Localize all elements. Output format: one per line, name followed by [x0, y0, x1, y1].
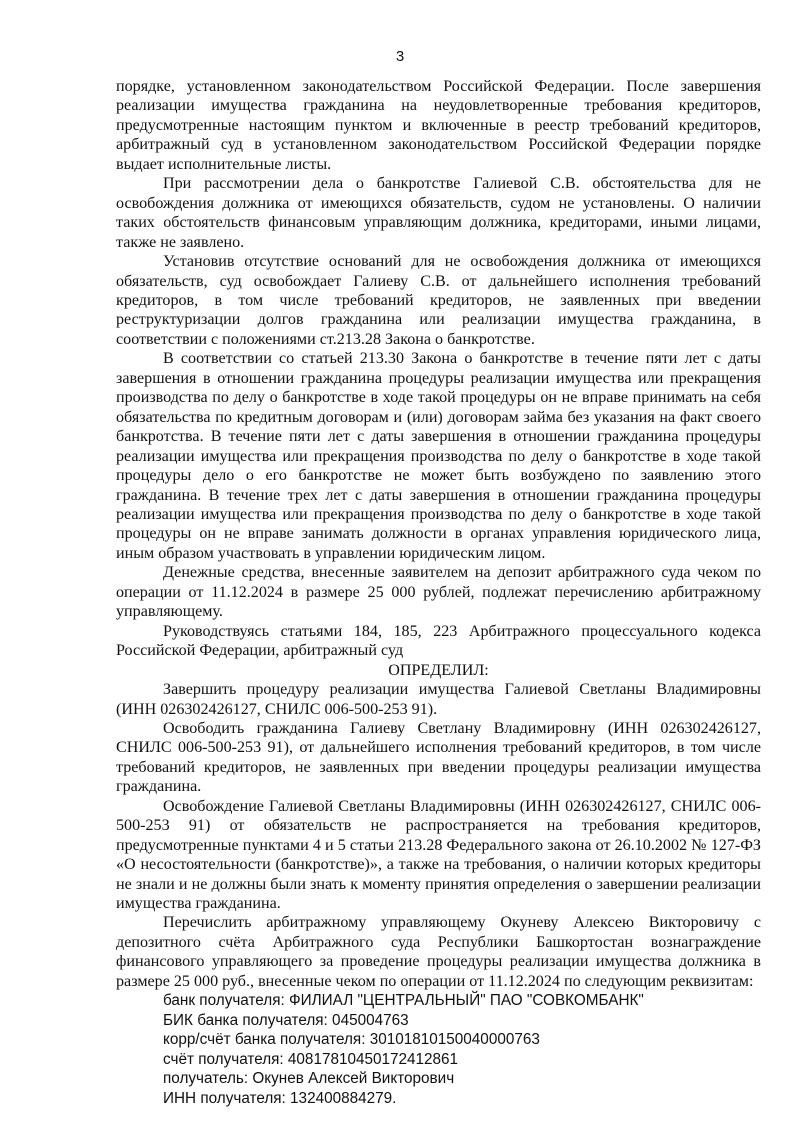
document-body [116, 77, 761, 1108]
ruling-item-release-debtor: Освободить гражданина Галиеву Светлану Владимировну (ИНН 026302426127, СНИЛС 006-500-253 91), от дальнейшего исполнения требований кредиторов, в том числе требований кредиторов, не заявленных при введении процедуры реализации имущества гражданина. [116, 719, 761, 796]
ruling-heading: ОПРЕДЕЛИЛ: [388, 661, 489, 679]
paragraph-release-from-obligations: Установив отсутствие оснований для не освобождения должника от имеющихся обязательств, суд освобождает Галиеву С.В. от дальнейшего исполнения требований кредиторов, в том числе требований кредиторов, не заявленных при введении реструктуризации долгов гражданина или реализации имущества гражданина, в соответствии с положениями ст.213.28 Закона о банкротстве. [116, 253, 761, 348]
ruling-item-release-exceptions: Освобождение Галиевой Светланы Владимировны (ИНН 026302426127, СНИЛС 006-500-253 91) от обязательств не распространяется на требования кредиторов, предусмотренные пунктами 4 и 5 статьи 213.28 Федерального закона от 26.10.2002 № 127-ФЗ «О несостоятельности (банкротстве)», а также на требования, о наличии которых кредиторы не знали и не должны были знать к моменту принятия определения о завершении реализации имущества гражданина. [116, 797, 761, 913]
paragraph-consequences-of-bankruptcy: В соответствии со статьей 213.30 Закона о банкротстве в течение пяти лет с даты завершения в отношении гражданина процедуры реализации имущества или прекращения производства по делу о банкротстве в ходе такой процедуры он не вправе принимать на себя обязательства по кредитным договорам и (или) договорам займа без указания на факт своего банкротства. В течение пяти лет с даты завершения в отношении гражданина процедуры реализации имущества или прекращения производства по делу о банкротстве в ходе такой процедуры дело о его банкротстве не может быть возбуждено по заявлению этого гражданина. В течение трех лет с даты завершения в отношении гражданина процедуры реализации имущества или прекращения производства по делу о банкротстве в ходе такой процедуры он не вправе занимать должности в органах управления юридического лица, иным образом участвовать в управлении юридическим лицом. [116, 350, 761, 562]
detail-recipient-bank: банк получателя: ФИЛИАЛ "ЦЕНТРАЛЬНЫЙ" ПАО "СОВКОМБАНК" [163, 992, 644, 1010]
page-number: 3 [395, 48, 405, 65]
detail-bik: БИК банка получателя: 045004763 [163, 1011, 409, 1029]
ruling-item-complete-procedure: Завершить процедуру реализации имущества Галиевой Светланы Владимировны (ИНН 026302426127, СНИЛС 006-500-253 91). [116, 681, 761, 718]
detail-recipient-inn: ИНН получателя: 132400884279. [163, 1089, 397, 1107]
ruling-item-pay-fee: Перечислить арбитражному управляющему Окуневу Алексею Викторовичу с депозитного счёта Арбитражного суда Республики Башкортостан вознаграждение финансового управляющего за проведение процедуры реализации имущества должника в размере 25 000 руб., внесенные чеком по операции от 11.12.2024 по следующим реквизитам: [116, 914, 761, 990]
paragraph-legal-basis: Руководствуясь статьями 184, 185, 223 Арбитражного процессуального кодекса Российской Федерации, арбитражный суд [116, 622, 761, 660]
detail-recipient-name: получатель: Окунев Алексей Викторович [163, 1070, 455, 1088]
detail-recipient-account: счёт получателя: 40817810450172412861 [163, 1050, 459, 1068]
paragraph-no-grounds-found: При рассмотрении дела о банкротстве Галиевой С.В. обстоятельства для не освобождения должника от имеющихся обязательств, судом не установлены. О наличии таких обстоятельств финансовым управляющим должника, кредиторами, иными лицами, также не заявлено. [116, 175, 761, 251]
paragraph-continuation: порядке, установленном законодательством Российской Федерации. После завершения реализации имущества гражданина на неудовлетворенные требования кредиторов, предусмотренные настоящим пунктом и включенные в реестр требований кредиторов, арбитражный суд в установленном законодательством Российской Федерации порядке выдает исполнительные листы. [116, 78, 761, 173]
paragraph-deposit-funds: Денежные средства, внесенные заявителем на депозит арбитражного суда чеком по операции от 11.12.2024 в размере 25 000 рублей, подлежат перечислению арбитражному управляющему. [116, 564, 761, 621]
detail-correspondent-account: корр/счёт банка получателя: 30101810150040000763 [163, 1031, 540, 1049]
